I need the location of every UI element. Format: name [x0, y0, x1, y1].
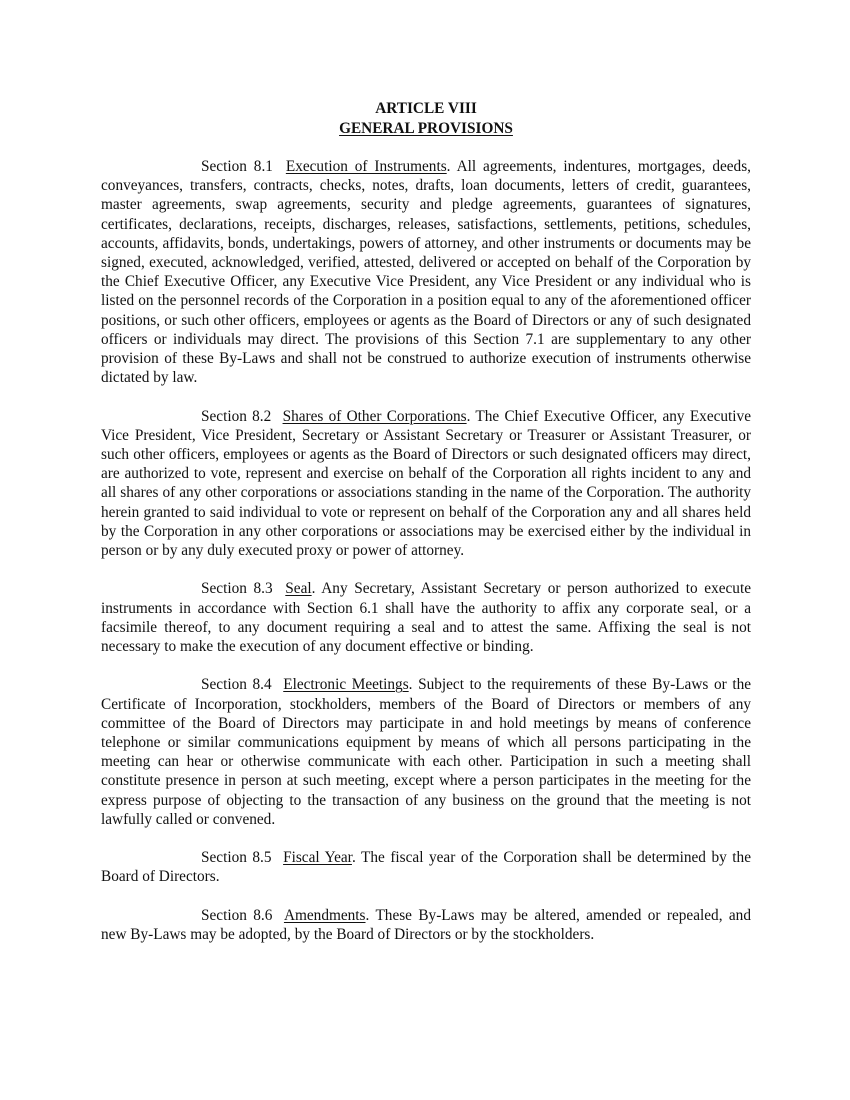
section-number: Section 8.5	[201, 849, 272, 867]
section-text: . Any Secretary, Assistant Secretary or person authorized to execute instruments in accordance with Section 6.1 shall have the authority to affix any corporate seal, or a facsimile thereof, to any document requiring a seal and to attest the same. Affixing the seal is not necessary to make the execution of any document effective or binding.	[101, 580, 751, 656]
section-title: Electronic Meetings	[283, 676, 409, 694]
article-number: ARTICLE VIII	[375, 100, 477, 117]
section-text: . The Chief Executive Officer, any Executive Vice President, Vice President, Secretary or Assistant Secretary or Treasurer or Assistant Treasurer, or such other officers, employees or agents as the Board of Directors or such designated officers may direct, are authorized to vote, represent and exercise on behalf of the Corporation all rights incident to any and all shares of any other corporations or associations standing in the name of the Corporation. The authority herein granted to said individual to vote or represent on behalf of the Corporation any and all shares held by the Corporation in any other corporations or associations may be exercised either by the individual in person or by any duly executed proxy or power of attorney.	[101, 407, 751, 560]
section-title: Fiscal Year	[283, 849, 352, 867]
article-title: GENERAL PROVISIONS	[339, 120, 513, 137]
article-heading	[101, 99, 751, 139]
section-text: . These By-Laws may be altered, amended or repealed, and new By-Laws may be adopted, by the Board of Directors or by the stockholders.	[101, 906, 751, 944]
section-text: . The fiscal year of the Corporation shall be determined by the Board of Directors.	[101, 849, 751, 886]
section-8-4	[101, 675, 751, 829]
section-number: Section 8.2	[201, 407, 272, 425]
section-number: Section 8.4	[201, 676, 272, 694]
section-8-2	[101, 407, 751, 561]
section-8-6	[101, 906, 751, 944]
document-page	[101, 99, 751, 944]
section-text: . All agreements, indentures, mortgages, deeds, conveyances, transfers, contracts, checks, notes, drafts, loan documents, letters of credit, guarantees, master agreements, swap agreements, security and pledge agreements, guarantees of signatures, certificates, declarations, receipts, discharges, releases, satisfactions, settlements, petitions, schedules, accounts, affidavits, bonds, undertakings, powers of attorney, and other instruments or documents may be signed, executed, acknowledged, verified, attested, delivered or accepted on behalf of the Corporation by the Chief Executive Officer, any Executive Vice President, any Vice President or any individual who is listed on the personnel records of the Corporation in a position equal to any of the aforementioned officer positions, or such other officers, employees or agents as the Board of Directors or any of such designated officers or individuals may direct. The provisions of this Section 7.1 are supplementary to any other provision of these By-Laws and shall not be construed to authorize execution of instruments otherwise dictated by law.	[101, 158, 751, 387]
section-title: Shares of Other Corporations	[282, 407, 467, 425]
section-number: Section 8.3	[201, 580, 273, 598]
section-number: Section 8.1	[201, 158, 273, 175]
section-text: . Subject to the requirements of these By-Laws or the Certificate of Incorporation, stockholders, members of the Board of Directors or members of any committee of the Board of Directors may participate in and hold meetings by means of conference telephone or similar communications equipment by means of which all persons participating in the meeting can hear or otherwise communicate with each other. Participation in such a meeting shall constitute presence in person at such meeting, except where a person participates in the meeting for the express purpose of objecting to the transaction of any business on the ground that the meeting is not lawfully called or convened.	[101, 676, 752, 828]
section-title: Execution of Instruments	[285, 158, 447, 175]
section-number: Section 8.6	[201, 906, 273, 924]
section-8-3	[101, 579, 751, 656]
section-8-5	[101, 848, 751, 886]
section-title: Seal	[285, 580, 312, 598]
section-8-1	[101, 157, 751, 387]
section-title: Amendments	[283, 906, 366, 924]
